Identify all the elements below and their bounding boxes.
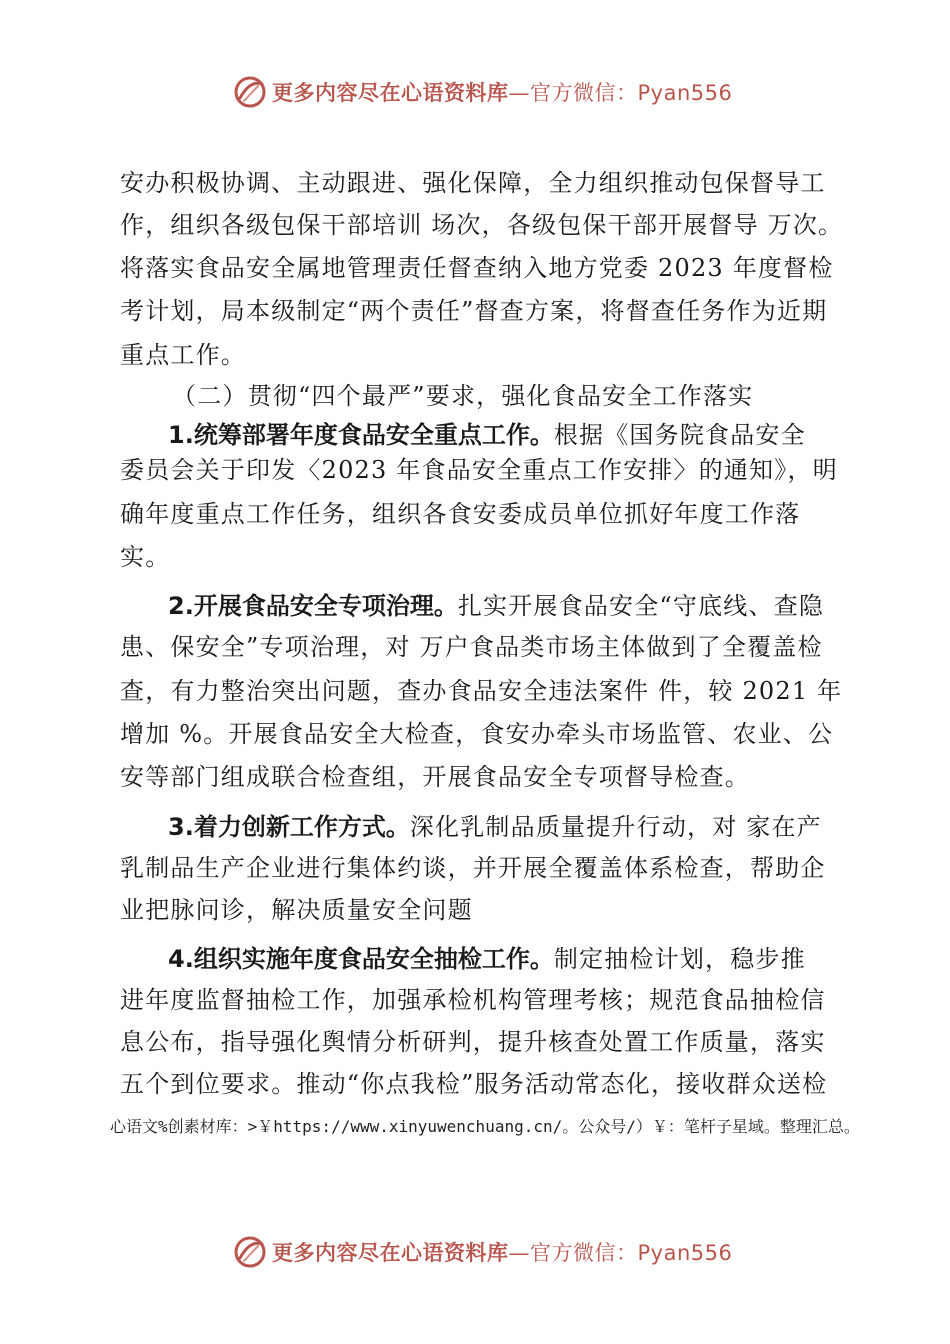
text-line: 五个到位要求。推动“你点我检”服务活动常态化，接收群众送检: [120, 1070, 828, 1098]
watermark-text: 更多内容尽在心语资料库—官方微信：Pyan556: [272, 1241, 733, 1265]
watermark-text: 更多内容尽在心语资料库—官方微信：Pyan556: [272, 81, 733, 105]
text-line: 将落实食品安全属地管理责任督查纳入地方党委 2023 年度督检: [120, 254, 834, 282]
text-line: 重点工作。: [120, 341, 246, 369]
text-line: 进年度监督抽检工作，加强承检机构管理考核；规范食品抽检信: [120, 986, 826, 1014]
text-line: 实。: [120, 543, 171, 571]
footer-note: 心语文%创素材库：>￥https://www.xinyuwenchuang.cn/。公众号/）￥：笔杆子星域。整理汇总。: [110, 1117, 860, 1136]
text-line: 确年度重点工作任务，组织各食安委成员单位抓好年度工作落: [120, 500, 801, 528]
text-line: 安等部门组成联合检查组，开展食品安全专项督导检查。: [120, 763, 750, 791]
section-heading: （二）贯彻“四个最严”要求，强化食品安全工作落实: [172, 382, 754, 410]
text-line: 患、保安全”专项治理，对 万户食品类市场主体做到了全覆盖检: [120, 633, 823, 661]
text-line: 考计划，局本级制定“两个责任”督查方案，将督查任务作为近期: [120, 297, 828, 325]
text-line: 息公布，指导强化舆情分析研判，提升核查处置工作质量，落实: [120, 1028, 826, 1056]
paragraph-item-1: 1.统筹部署年度食品安全重点工作。根据《国务院食品安全: [168, 421, 806, 449]
text-line: 增加 %。开展食品安全大检查，食安办牵头市场监管、农业、公: [120, 720, 834, 748]
brand-logo-icon: [232, 1234, 268, 1270]
paragraph-item-2: 2.开展食品安全专项治理。扎实开展食品安全“守底线、查隐: [168, 592, 825, 620]
text-line: 业把脉问诊，解决质量安全问题: [120, 896, 473, 924]
brand-logo-icon: [232, 74, 268, 110]
footer-watermark: [232, 1232, 732, 1272]
paragraph-item-3: 3.着力创新工作方式。深化乳制品质量提升行动，对 家在产: [168, 813, 822, 841]
text-line: 委员会关于印发〈2023 年食品安全重点工作安排〉的通知》，明: [120, 456, 838, 484]
text-line: 查，有力整治突出问题，查办食品安全违法案件 件，较 2021 年: [120, 677, 843, 705]
paragraph-item-4: 4.组织实施年度食品安全抽检工作。制定抽检计划，稳步推: [168, 945, 806, 973]
text-line: 作，组织各级包保干部培训 场次，各级包保干部开展督导 万次。: [120, 211, 844, 239]
text-line: 安办积极协调、主动跟进、强化保障，全力组织推动包保督导工: [120, 169, 826, 197]
header-watermark: [232, 72, 732, 112]
text-line: 乳制品生产企业进行集体约谈，并开展全覆盖体系检查，帮助企: [120, 854, 826, 882]
